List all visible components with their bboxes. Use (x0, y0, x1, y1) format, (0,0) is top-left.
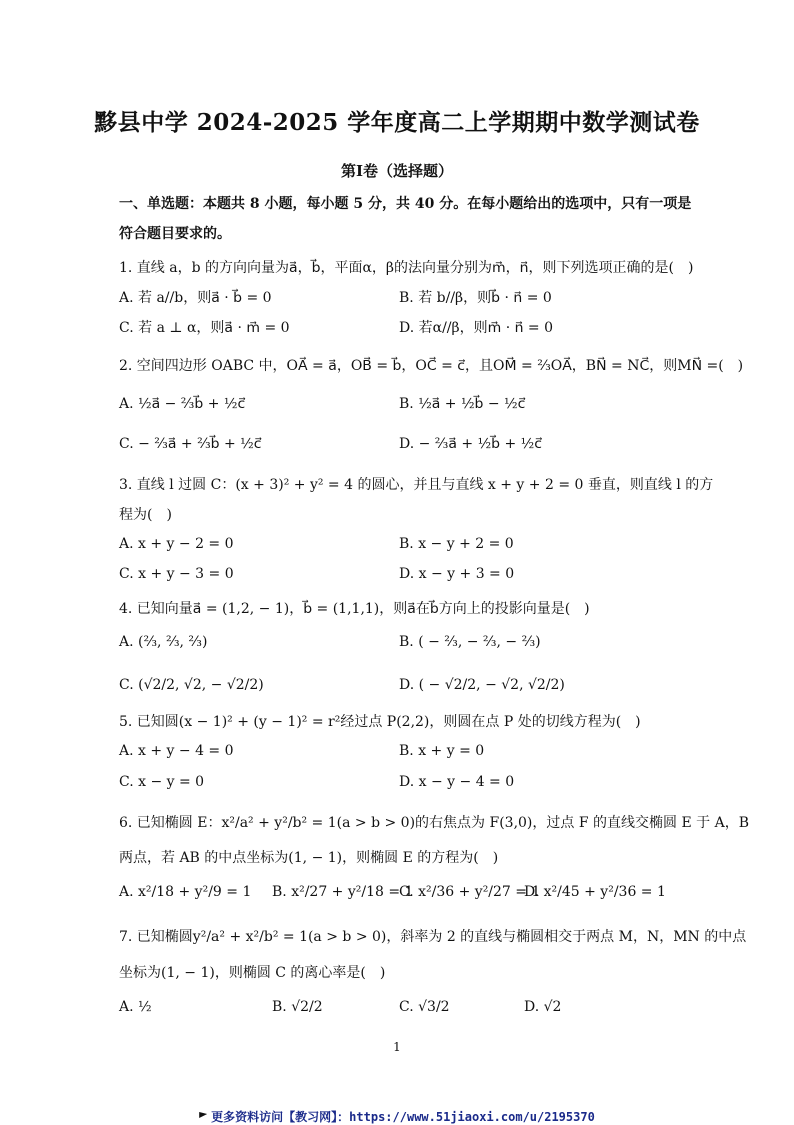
question-1-option-d: D. 若α//β，则m⃗ · n⃗ = 0 (399, 320, 554, 336)
instructions-line-2: 符合题目要求的。 (119, 226, 231, 242)
question-2-stem: 2. 空间四边形 OABC 中，OA⃗ = a⃗，OB⃗ = b⃗，OC⃗ = c⃗，且OM⃗ = ⅔OA⃗，BN⃗ = NC⃗，则MN⃗ =( ) (119, 358, 744, 374)
question-7-option-d: D. √2 (524, 999, 562, 1015)
question-1-option-a: A. 若 a//b，则a⃗ · b⃗ = 0 (119, 290, 272, 306)
question-6-stem-line-1: 6. 已知椭圆 E：x²/a² + y²/b² = 1(a > b > 0)的右焦点为 F(3,0)，过点 F 的直线交椭圆 E 于 A，B (119, 815, 749, 831)
question-5-option-d: D. x − y − 4 = 0 (399, 774, 515, 790)
question-7-stem-line-2: 坐标为(1, − 1)，则椭圆 C 的离心率是( ) (119, 965, 386, 981)
footer-link[interactable] (0, 1108, 794, 1125)
question-3-stem-line-2: 程为( ) (119, 507, 172, 523)
question-4-stem: 4. 已知向量a⃗ = (1,2, − 1)，b⃗ = (1,1,1)，则a⃗在b⃗方向上的投影向量是( ) (119, 601, 590, 617)
question-7-stem-line-1: 7. 已知椭圆y²/a² + x²/b² = 1(a > b > 0)，斜率为 2 的直线与椭圆相交于两点 M，N，MN 的中点 (119, 929, 747, 945)
page-number: 1 (393, 1040, 401, 1054)
page-title: 黟县中学 2024-2025 学年度高二上学期期中数学测试卷 (94, 109, 700, 136)
question-3-option-d: D. x − y + 3 = 0 (399, 566, 515, 582)
question-3-option-b: B. x − y + 2 = 0 (399, 536, 514, 552)
question-2-option-d: D. − ⅔a⃗ + ½b⃗ + ½c⃗ (399, 436, 542, 452)
question-6-option-a: A. x²/18 + y²/9 = 1 (119, 884, 252, 900)
question-2-option-a: A. ½a⃗ − ⅔b⃗ + ½c⃗ (119, 396, 246, 412)
flag-icon (199, 1112, 207, 1122)
question-6-option-d: D. x²/45 + y²/36 = 1 (524, 884, 666, 900)
question-4-option-c: C. (√2/2, √2, − √2/2) (119, 677, 264, 693)
question-5-option-a: A. x + y − 4 = 0 (119, 743, 234, 759)
question-7-option-c: C. √3/2 (399, 999, 450, 1015)
instructions-line-1: 一、单选题：本题共 8 小题，每小题 5 分，共 40 分。在每小题给出的选项中，只有一项是 (119, 196, 692, 212)
question-4-option-d: D. ( − √2/2, − √2, √2/2) (399, 677, 565, 693)
question-1-option-b: B. 若 b//β，则b⃗ · n⃗ = 0 (399, 290, 552, 306)
question-6-option-c: C. x²/36 + y²/27 = 1 (399, 884, 541, 900)
question-4-option-a: A. (⅔, ⅔, ⅔) (119, 634, 208, 650)
question-3-option-c: C. x + y − 3 = 0 (119, 566, 234, 582)
question-3-option-a: A. x + y − 2 = 0 (119, 536, 234, 552)
question-7-option-a: A. ½ (119, 999, 152, 1015)
question-5-option-b: B. x + y = 0 (399, 743, 485, 759)
question-7-option-b: B. √2/2 (272, 999, 323, 1015)
question-6-option-b: B. x²/27 + y²/18 = 1 (272, 884, 414, 900)
question-1-option-c: C. 若 a ⊥ α，则a⃗ · m⃗ = 0 (119, 320, 290, 336)
question-2-option-c: C. − ⅔a⃗ + ⅔b⃗ + ½c⃗ (119, 436, 262, 452)
footer-text: 更多资料访问【教习网】：https://www.51jiaoxi.com/u/2195370 (211, 1110, 595, 1124)
section-title: 第Ⅰ卷（选择题） (340, 162, 454, 180)
question-4-option-b: B. ( − ⅔, − ⅔, − ⅔) (399, 634, 541, 650)
question-6-stem-line-2: 两点，若 AB 的中点坐标为(1, − 1)，则椭圆 E 的方程为( ) (119, 850, 499, 866)
question-3-stem-line-1: 3. 直线 l 过圆 C：(x + 3)² + y² = 4 的圆心，并且与直线 x + y + 2 = 0 垂直，则直线 l 的方 (119, 477, 714, 493)
question-5-option-c: C. x − y = 0 (119, 774, 205, 790)
question-5-stem: 5. 已知圆(x − 1)² + (y − 1)² = r²经过点 P(2,2)，则圆在点 P 处的切线方程为( ) (119, 714, 641, 730)
question-2-option-b: B. ½a⃗ + ½b⃗ − ½c⃗ (399, 396, 526, 412)
question-1-stem: 1. 直线 a，b 的方向向量为a⃗，b⃗，平面α，β的法向量分别为m⃗，n⃗，则下列选项正确的是( ) (119, 260, 694, 276)
